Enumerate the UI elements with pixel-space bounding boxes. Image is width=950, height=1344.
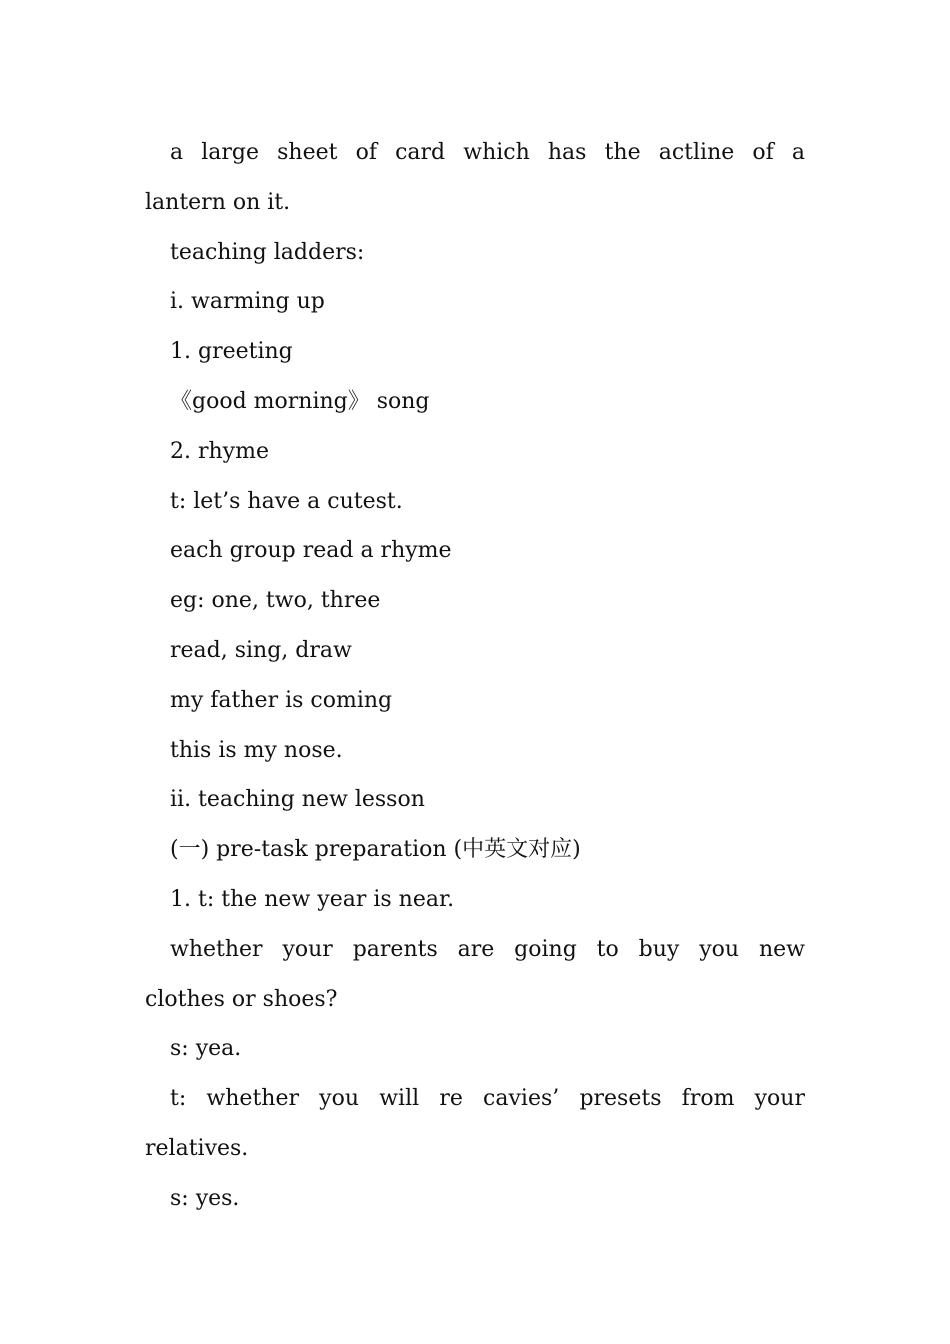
text-line: clothes or shoes? <box>145 986 338 1012</box>
document-body <box>145 128 805 1224</box>
text-line: each group read a rhyme <box>170 538 452 564</box>
text-line: s: yes. <box>170 1185 240 1211</box>
text-line: relatives. <box>145 1135 249 1161</box>
text-line: read, sing, draw <box>170 637 352 663</box>
text-line: eg: one, two, three <box>170 588 381 614</box>
text-line: a large sheet of card which has the actline of a <box>170 140 805 165</box>
subsection-heading: (一) pre-task preparation (中英文对应) <box>170 837 581 863</box>
text-line: my father is coming <box>170 687 393 713</box>
section-heading: ⅱ. teaching new lesson <box>170 787 425 813</box>
text-line: t: let’s have a cutest. <box>170 488 403 514</box>
text-line: t: whether you will re cavies’ presets from your <box>170 1086 805 1112</box>
text-line: whether your parents are going to buy you new <box>170 936 805 962</box>
list-item: 2. rhyme <box>170 438 269 464</box>
text-line: 《good morning》 song <box>170 388 430 414</box>
text-line: this is my nose. <box>170 737 343 763</box>
text-line: lantern on it. <box>145 189 291 215</box>
list-item: 1. t: the new year is near. <box>170 886 455 912</box>
text-line: teaching ladders: <box>170 239 365 265</box>
list-item: 1. greeting <box>170 339 293 365</box>
section-heading: ⅰ. warming up <box>170 289 325 315</box>
text-line: s: yea. <box>170 1036 242 1062</box>
